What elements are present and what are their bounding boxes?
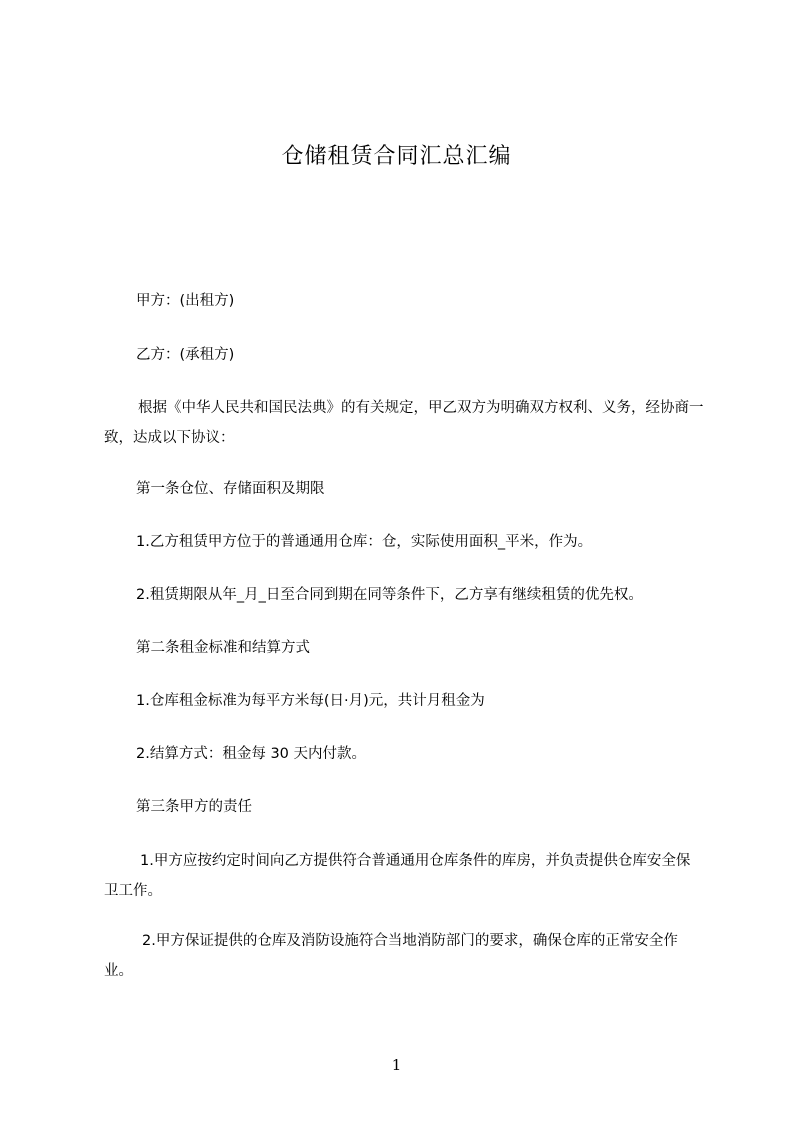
- article-1-heading: 第一条仓位、存储面积及期限: [136, 481, 325, 497]
- party-b-line: 乙方：(承租方): [136, 347, 235, 363]
- article-3-heading: 第三条甲方的责任: [136, 799, 252, 815]
- article-2-clause-2: 2.结算方式：租金每 30 天内付款。: [136, 746, 367, 762]
- article-1-clause-2: 2.租赁期限从年_月_日至合同到期在同等条件下，乙方享有继续租赁的优先权。: [136, 587, 643, 603]
- article-1-clause-1: 1.乙方租赁甲方位于的普通通用仓库：仓，实际使用面积_平米，作为。: [136, 534, 593, 550]
- page-number: 1: [391, 1056, 402, 1074]
- article-2-clause-1: 1.仓库租金标准为每平方米每(日·月)元，共计月租金为: [136, 693, 485, 709]
- document-title: 仓储租赁合同汇总汇编: [281, 144, 512, 169]
- article-2-heading: 第二条租金标准和结算方式: [136, 640, 310, 656]
- article-3-clause-1: 1.甲方应按约定时间向乙方提供符合普通通用仓库条件的库房，并负责提供仓库安全保卫工作。: [104, 853, 691, 899]
- preamble-paragraph: 根据《中华人民共和国民法典》的有关规定，甲乙双方为明确双方权利、义务，经协商一致，达成以下协议：: [104, 400, 704, 446]
- party-a-line: 甲方：(出租方): [136, 293, 235, 309]
- article-3-clause-2: 2.甲方保证提供的仓库及消防设施符合当地消防部门的要求，确保仓库的正常安全作业。: [104, 933, 678, 979]
